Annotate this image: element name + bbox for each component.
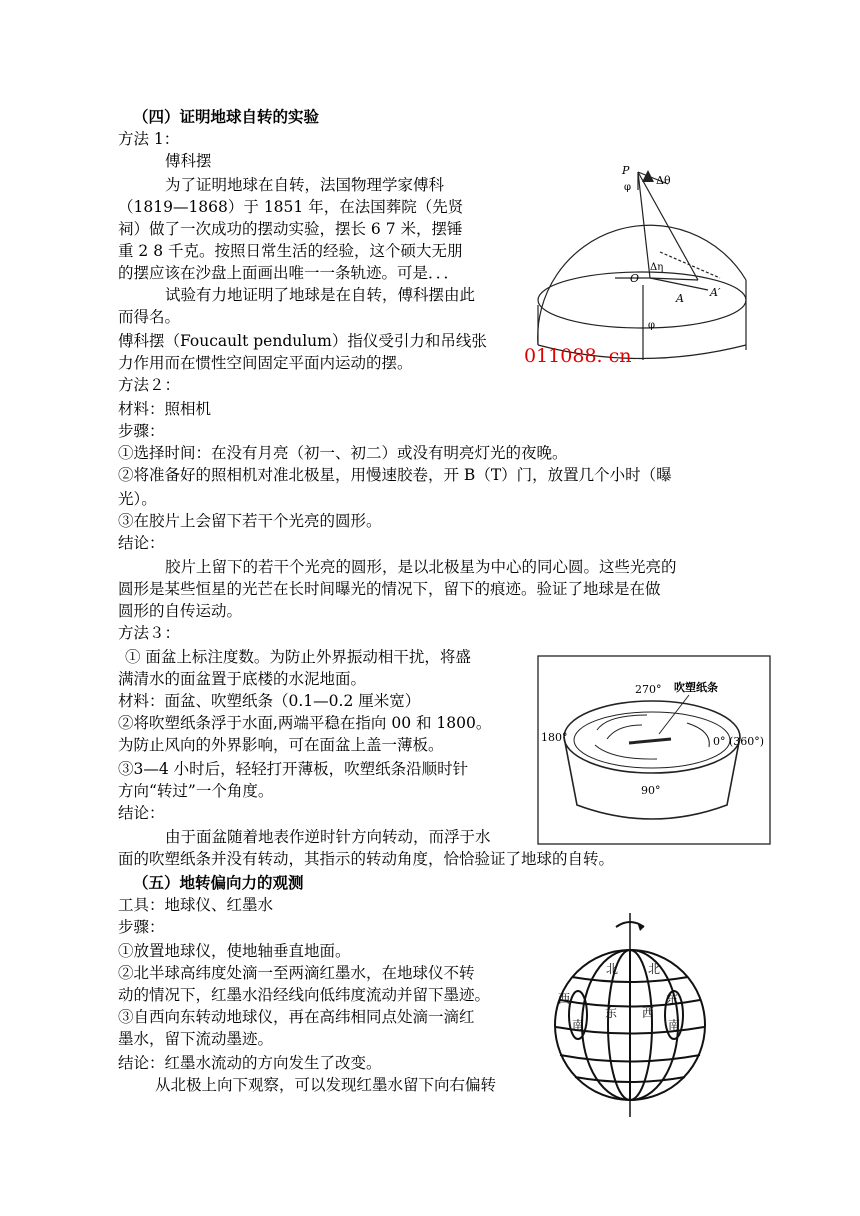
- section5-tools: 工具：地球仪、红墨水: [118, 896, 274, 914]
- section5-heading: （五）地转偏向力的观测: [133, 873, 304, 892]
- method3-line: 满清水的面盆置于底楼的水泥地面。: [118, 670, 367, 688]
- method3-conclusion: 由于面盆随着地表作逆时针方向转动，而浮于水: [165, 828, 491, 846]
- method2-step: ③在胶片上会留下若干个光亮的圆形。: [118, 512, 382, 530]
- method3-line: ① 面盆上标注度数。为防止外界振动相干扰，将盛: [125, 648, 471, 666]
- globe-label: 西: [642, 1006, 655, 1020]
- method2-conclusion: 圆形是某些恒星的光芒在长时间曝光的情况下，留下的痕迹。验证了地球是在做: [118, 580, 661, 598]
- globe-label: 南: [572, 1018, 585, 1032]
- section5-steps-label: 步骤：: [118, 918, 165, 936]
- method3-label: 方法３：: [118, 624, 181, 642]
- section5-last-line: 从北极上向下观察，可以发现红墨水留下向右偏转: [155, 1076, 497, 1094]
- watermark: 011088. cn: [524, 345, 632, 365]
- method2-material: 材料：照相机: [118, 400, 212, 418]
- basin-figure: [537, 655, 771, 845]
- section5-conclusion: 结论：红墨水流动的方向发生了改变。: [118, 1054, 382, 1072]
- section4-heading: （四）证明地球自转的实验: [133, 107, 320, 126]
- method3-conclusion-label: 结论：: [118, 804, 165, 822]
- method2-steps-label: 步骤：: [118, 422, 165, 440]
- deg-180: 180°: [541, 731, 568, 744]
- section5-step: 墨水，留下流动墨迹。: [118, 1030, 274, 1048]
- method1-line: 重 2 8 千克。按照日常生活的经验，这个硕大无朋: [118, 242, 463, 260]
- section5-step: 动的情况下，红墨水沿经线向低纬度流动并留下墨迹。: [118, 986, 491, 1004]
- method3-line: 方向“转过”一个角度。: [118, 782, 274, 800]
- method3-line: 为防止风向的外界影响，可在面盆上盖一薄板。: [118, 736, 444, 754]
- section5-step: ①放置地球仪，使地轴垂直地面。: [118, 942, 351, 960]
- method1-line: 为了证明地球在自转，法国物理学家傅科: [165, 176, 445, 194]
- method1-line: 力作用而在惯性空间固定平面内运动的摆。: [118, 354, 413, 372]
- method3-line: ③3—4 小时后，轻轻打开薄板，吹塑纸条沿顺时针: [118, 760, 469, 778]
- method3-conclusion: 面的吹塑纸条并没有转动，其指示的转动角度，恰恰验证了地球的自转。: [118, 850, 615, 868]
- fig-label: Δη: [650, 262, 664, 273]
- deg-90: 90°: [641, 784, 661, 797]
- method1-line: （1819—1868）于 1851 年，在法国葬院（先贤: [118, 198, 464, 216]
- method1-line: 祠）做了一次成功的摆动实验，摆长 6 7 米，摆锤: [118, 220, 463, 238]
- method1-label: 方法 1：: [118, 130, 180, 148]
- method1-line: 的摆应该在沙盘上面画出唯一一条轨迹。可是．．．: [118, 264, 460, 282]
- method1-line: 傅科摆（Foucault pendulum）指仪受引力和吊线张: [118, 332, 487, 350]
- method3-line: 材料：面盆、吹塑纸条（0.1—0.2 厘米宽）: [118, 692, 421, 710]
- foucault-pendulum-figure: [520, 160, 760, 365]
- fig-label: φ: [648, 320, 656, 331]
- section5-step: ③自西向东转动地球仪，再在高纬相同点处滴一滴红: [118, 1008, 475, 1026]
- globe-label: 东: [666, 992, 679, 1006]
- fig-label: φ: [624, 182, 632, 193]
- strip-label: 吹塑纸条: [674, 681, 718, 694]
- fig-label: O: [630, 272, 640, 285]
- globe-label: 南: [668, 1018, 681, 1032]
- section5-step: ②北半球高纬度处滴一至两滴红墨水，在地球仪不转: [118, 964, 475, 982]
- method1-line: 而得名。: [118, 308, 181, 326]
- fig-label: P: [622, 164, 630, 177]
- method1-subtitle: 傅科摆: [165, 152, 212, 170]
- method2-conclusion: 胶片上留下的若干个光亮的圆形，是以北极星为中心的同心圆。这些光亮的: [165, 558, 677, 576]
- globe-label: 西: [558, 992, 571, 1006]
- globe-label: 东: [605, 1006, 618, 1020]
- globe-figure: [550, 905, 715, 1125]
- globe-label: 北: [648, 962, 661, 976]
- method2-conclusion: 圆形的自传运动。: [118, 602, 243, 620]
- fig-label: A′: [710, 286, 721, 299]
- deg-270: 270°: [635, 683, 662, 696]
- method2-label: 方法２：: [118, 376, 181, 394]
- method2-conclusion-label: 结论：: [118, 534, 165, 552]
- method1-line: 试验有力地证明了地球是在自转，傅科摆由此: [165, 286, 476, 304]
- globe-label: 北: [606, 962, 619, 976]
- method2-step: ①选择时间：在没有月亮（初一、初二）或没有明亮灯光的夜晚。: [118, 444, 568, 462]
- fig-label: A: [676, 292, 684, 305]
- deg-0: 0° (360°): [713, 735, 765, 748]
- method2-step: 光）。: [118, 490, 157, 508]
- fig-label: Δθ: [656, 174, 671, 187]
- method3-line: ②将吹塑纸条浮于水面,两端平稳在指向 00 和 1800。: [118, 714, 492, 732]
- method2-step: ②将准备好的照相机对准北极星，用慢速胶卷，开 B（T）门，放置几个小时（曝: [118, 466, 672, 484]
